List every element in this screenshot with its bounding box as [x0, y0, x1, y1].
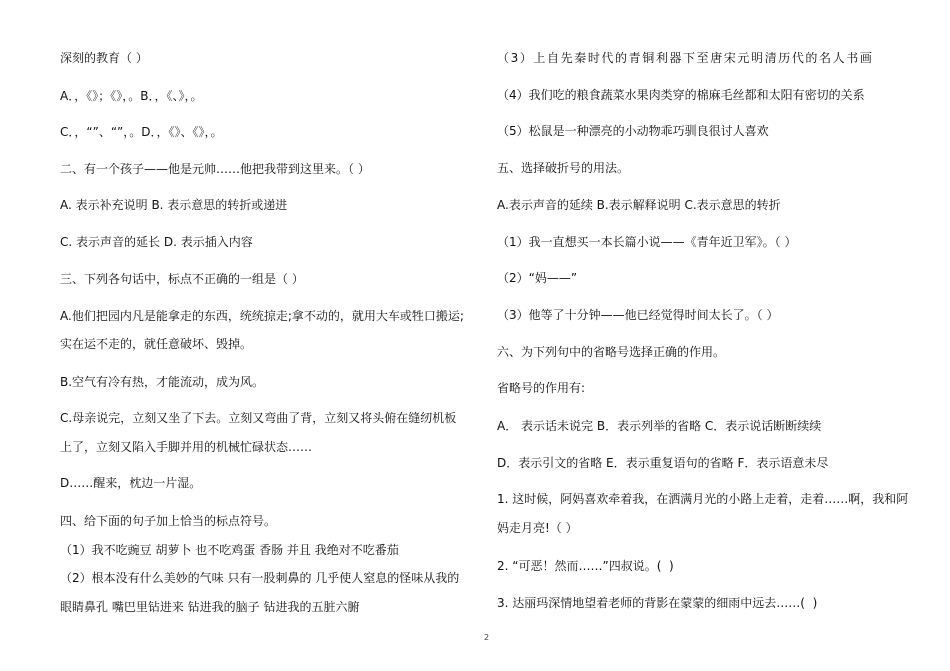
question-5-heading: 五、选择破折号的用法。 — [497, 161, 630, 175]
text-line: D．表示引文的省略 E．表示重复语句的省略 F．表示语意未尽 — [497, 456, 829, 470]
text-line: 省略号的作用有: — [497, 381, 586, 395]
left-column — [60, 0, 500, 650]
text-line: A．，《》；《》，。B．，《、》，。 — [60, 89, 203, 103]
text-line: C.母亲说完，立刻又坐了下去。立刻又弯曲了背，立刻又将头俯在缝纫机板 — [60, 411, 457, 425]
text-line: （2）“妈——” — [497, 271, 578, 285]
text-line: （1）我不吃豌豆 胡萝卜 也不吃鸡蛋 香肠 并且 我绝对不吃番茄 — [60, 543, 399, 557]
question-3-heading: 三、下列各句话中，标点不正确的一组是（ ） — [60, 272, 304, 286]
text-line: 眼睛鼻孔 嘴巴里钻进来 钻进我的脑子 钻进我的五脏六腑 — [60, 600, 360, 614]
text-line: A. 表示补充说明 B. 表示意思的转折或递进 — [60, 198, 288, 212]
text-line: A.他们把园内凡是能拿走的东西，统统掠走;拿不动的，就用大车或牲口搬运; — [60, 309, 464, 323]
text-line: C．，“”、“”，。D．，《》、《》，。 — [60, 125, 223, 139]
right-column — [497, 0, 937, 650]
text-line: （3）上自先秦时代的青铜利器下至唐宋元明清历代的名人书画 — [497, 51, 874, 65]
text-line: 1. 这时候，阿妈喜欢牵着我，在洒满月光的小路上走着，走着……啊，我和阿 — [497, 492, 909, 506]
page-number: 2 — [484, 633, 490, 642]
text-line: 妈走月亮!（ ） — [497, 521, 578, 535]
text-line: （2）根本没有什么美妙的气味 只有一股刺鼻的 几乎使人窒息的怪味从我的 — [60, 571, 460, 585]
question-4-heading: 四、给下面的句子加上恰当的标点符号。 — [60, 514, 277, 528]
text-line: 2. “可恶！然而……”四叔说。( ) — [497, 559, 674, 573]
text-line: A.表示声音的延续 B.表示解释说明 C.表示意思的转折 — [497, 198, 781, 212]
text-line: （1）我一直想买一本长篇小说——《青年近卫军》。（ ） — [497, 235, 797, 249]
text-line: B.空气有冷有热，才能流动，成为风。 — [60, 375, 265, 389]
text-line: 深刻的教育（ ） — [60, 51, 148, 65]
text-line: 上了，立刻又陷入手脚并用的机械忙碌状态…… — [60, 440, 313, 454]
text-line: （3）他等了十分钟——他已经觉得时间太长了。（ ） — [497, 308, 779, 322]
text-line: （4）我们吃的粮食蔬菜水果肉类穿的棉麻毛丝都和太阳有密切的关系 — [497, 88, 865, 102]
text-line: C. 表示声音的延长 D. 表示插入内容 — [60, 235, 253, 249]
text-line: D……醒来，枕边一片湿。 — [60, 476, 202, 490]
text-line: 实在运不走的，就任意破坏、毁掉。 — [60, 337, 253, 351]
question-6-heading: 六、为下列句中的省略号选择正确的作用。 — [497, 345, 726, 359]
text-line: （5）松鼠是一种漂亮的小动物乖巧驯良很讨人喜欢 — [497, 124, 769, 138]
question-2-heading: 二、有一个孩子——他是元帅……他把我带到这里来。（ ） — [60, 162, 370, 176]
text-line: A． 表示话未说完 B．表示列举的省略 C．表示说话断断续续 — [497, 419, 822, 433]
text-line: 3. 达丽玛深情地望着老师的背影在蒙蒙的细雨中远去……( ) — [497, 596, 818, 610]
